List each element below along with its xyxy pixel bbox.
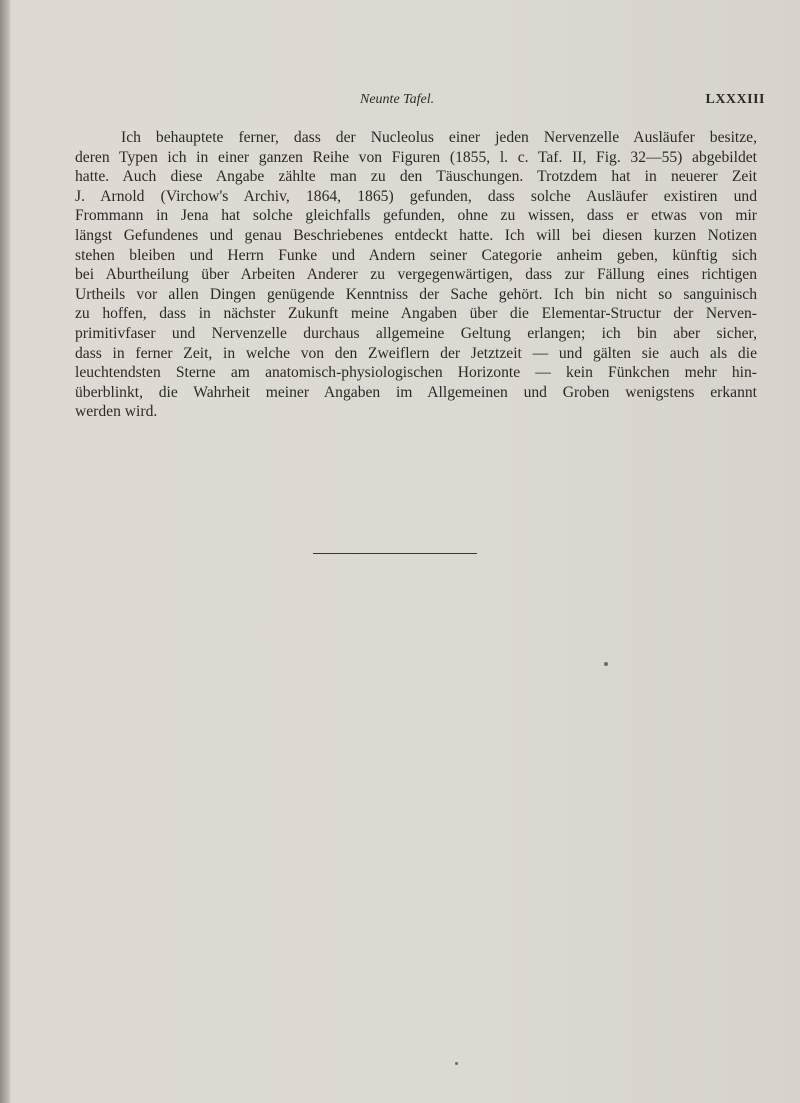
page-spine-shadow <box>0 0 10 1103</box>
text-line: deren Typen ich in einer ganzen Reihe von Figuren (1855, l. c. Taf. II, Fig. 32—55) abgebildet <box>75 148 757 166</box>
section-end-rule <box>313 553 477 554</box>
paper-speck <box>455 1062 458 1065</box>
text-line: Frommann in Jena hat solche gleichfalls gefunden, ohne zu wissen, dass er etwas von mir <box>75 207 757 225</box>
text-line: J. Arnold (Virchow's Archiv, 1864, 1865) gefunden, dass solche Ausläufer existiren und <box>75 187 757 205</box>
text-line: stehen bleiben und Herrn Funke und Andern seiner Categorie anheim geben, künftig sich <box>75 246 757 264</box>
page-number: LXXXIII <box>705 92 765 107</box>
text-line: hatte. Auch diese Angabe zählte man zu den Täuschungen. Trotzdem hat in neuerer Zeit <box>75 168 757 186</box>
paper-speck <box>604 662 608 666</box>
text-line: primitivfaser und Nervenzelle durchaus allgemeine Geltung erlangen; ich bin aber sicher, <box>75 324 757 342</box>
text-line: längst Gefundenes und genau Beschriebenes entdeckt hatte. Ich will bei diesen kurzen Notizen <box>75 226 757 244</box>
text-line: Ich behauptete ferner, dass der Nucleolus einer jeden Nervenzelle Ausläufer besitze, <box>121 129 757 146</box>
text-line: werden wird. <box>75 403 158 421</box>
body-text <box>75 128 757 422</box>
text-line: überblinkt, die Wahrheit meiner Angaben im Allgemeinen und Groben wenigstens erkannt <box>75 383 757 401</box>
text-line: dass in ferner Zeit, in welche von den Zweiflern der Jetztzeit — und gälten sie auch als die <box>75 344 757 362</box>
text-line: zu hoffen, dass in nächster Zukunft meine Angaben über die Elementar-Structur der Nerven- <box>75 305 757 323</box>
page-header <box>60 92 765 114</box>
running-title: Neunte Tafel. <box>360 92 435 107</box>
text-line: Urtheils vor allen Dingen genügende Kenntniss der Sache gehört. Ich bin nicht so sanguinisch <box>75 285 757 303</box>
text-line: leuchtendsten Sterne am anatomisch-physiologischen Horizonte — kein Fünkchen mehr hin- <box>75 364 757 382</box>
text-line: bei Aburtheilung über Arbeiten Anderer zu vergegenwärtigen, dass zur Fällung eines richtigen <box>75 266 757 284</box>
